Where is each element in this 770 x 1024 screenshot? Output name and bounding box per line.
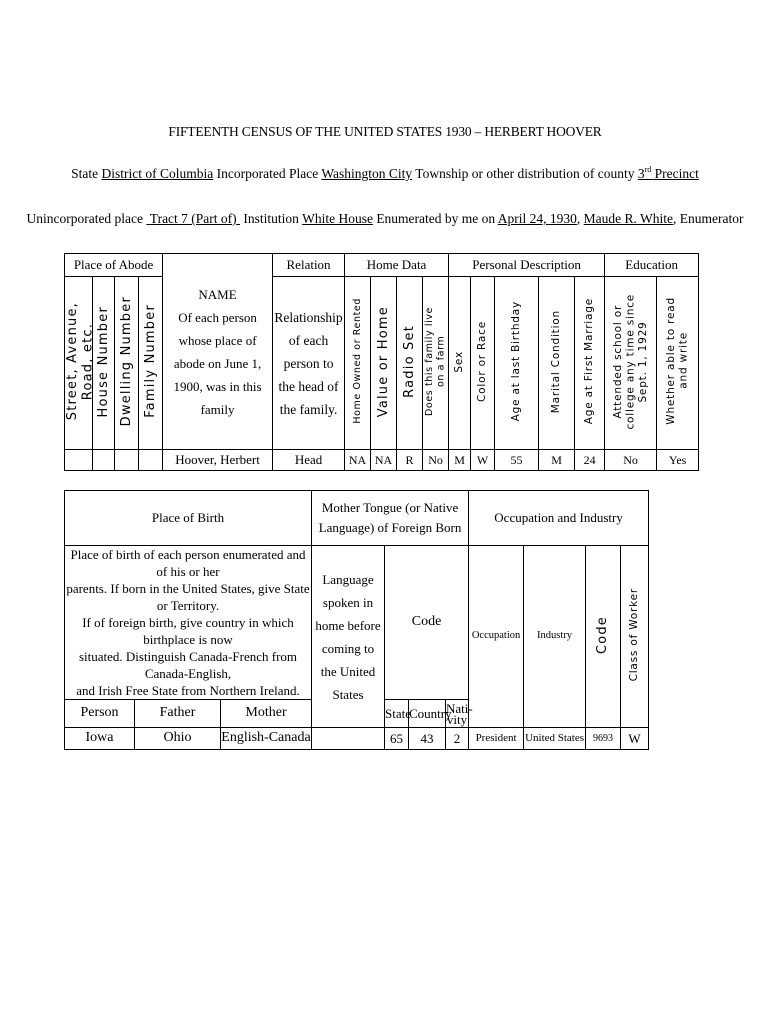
birth-instructions: Place of birth of each person enumerated and of his or her parents. If born in the United States, give State or Territory. If of foreign birth, give country in which birthplace is now situated. Distinguish Canada-French from Canada-English, and Irish Free State from Northern Ireland. [66,547,310,698]
class-of-worker-cell: W [621,728,649,750]
institution-value: White House [302,211,373,226]
language-header: Language spoken in home before coming to the United States [312,546,385,728]
read-write-header: Whether able to read and write [657,277,699,450]
school-cell: No [605,450,657,471]
precinct-value [638,166,699,181]
school-header: Attended school or college any time since Sept. 1, 1929 [605,277,657,450]
state-code-label: State [385,700,409,728]
street-cell [65,450,93,471]
value-cell: NA [371,450,397,471]
family-number-header: Family Number [139,277,163,450]
relationship-header: Relationship of each person to the head of the family. [273,277,345,450]
dwelling-cell [115,450,139,471]
enumeration-date: April 24, 1930 [497,211,577,226]
mother-tongue-header: Mother Tongue (or Native Language) of Foreign Born [312,491,469,546]
sex-cell: M [449,450,471,471]
enumerated-label: Enumerated by me on [376,211,496,226]
read-write-cell: Yes [657,450,699,471]
unincorporated-value: Tract 7 (Part of) [149,211,237,226]
enumeration-line: Unincorporated place Tract 7 (Part of) Institution White House Enumerated by me on April 24, 1930, Maude R. White, Enumerator [26,211,744,226]
age-marriage-cell: 24 [575,450,605,471]
institution-label: Institution [243,211,299,226]
place-of-birth-header: Place of Birth [65,491,312,546]
marital-header: Marital Condition [539,277,575,450]
precinct-label: Precinct [654,166,699,181]
owned-cell: NA [345,450,371,471]
sex-header: Sex [449,277,471,450]
nativity-cell: 2 [446,728,469,750]
language-cell [312,728,385,750]
person-label: Person [65,700,135,728]
country-code-label: Country [409,700,446,728]
township-label: Township or other distribution of county [415,166,635,181]
precinct-number: 3 [637,166,645,181]
age-header: Age at last Birthday [495,277,539,450]
name-header: NAME Of each person whose place of abode on June 1, 1900, was in this family [163,254,273,450]
house-cell [93,450,115,471]
father-birth-cell: Ohio [135,728,221,750]
race-header: Color or Race [471,277,495,450]
enumerator-label: Enumerator [679,211,744,226]
father-label: Father [135,700,221,728]
group-place-of-abode: Place of Abode [65,254,163,277]
code-header: Code [385,546,469,700]
incorporated-place-label: Incorporated Place [216,166,319,181]
code-vertical-header: Code [586,546,621,728]
state-code-cell: 65 [385,728,409,750]
home-value-header: Value or Home [371,277,397,450]
census-household-table [64,253,699,471]
table-row [65,728,649,750]
state-value: District of Columbia [101,166,214,181]
location-line [0,166,770,182]
group-education: Education [605,254,699,277]
race-cell: W [471,450,495,471]
occupation-industry-header: Occupation and Industry [469,491,649,546]
group-relation: Relation [273,254,345,277]
street-header: Street, Avenue, Road, etc. [65,277,93,450]
marital-cell: M [539,450,575,471]
dwelling-number-header: Dwelling Number [115,277,139,450]
page-title: FIFTEENTH CENSUS OF THE UNITED STATES 1930 – HERBERT HOOVER [168,124,602,139]
birth-occupation-table [64,490,649,750]
industry-cell: United States [524,728,586,750]
nativity-label: Nati- vity [446,700,473,727]
relation-cell: Head [273,450,345,471]
class-of-worker-header: Class of Worker [621,546,649,728]
group-personal-description: Personal Description [449,254,605,277]
occupation-cell: President [469,728,524,750]
incorporated-place-value: Washington City [321,166,413,181]
name-cell: Hoover, Herbert [163,450,273,471]
age-marriage-header: Age at First Marriage [575,277,605,450]
group-home-data: Home Data [345,254,449,277]
house-number-header: House Number [93,277,115,450]
person-birth-cell: Iowa [65,728,135,750]
home-owned-header: Home Owned or Rented [345,277,371,450]
unincorporated-label: Unincorporated place [26,211,144,226]
country-code-cell: 43 [409,728,446,750]
family-cell [139,450,163,471]
industry-label: Industry [524,546,586,728]
state-label: State [71,166,99,181]
farm-header: Does this family live on a farm [423,277,449,450]
radio-set-header: Radio Set [397,277,423,450]
occupation-code-cell: 9693 [586,728,621,750]
mother-birth-cell: English-Canada [221,728,312,750]
precinct-suffix: rd [644,165,652,174]
occupation-label: Occupation [469,546,524,728]
enumerator-name: Maude R. White [583,211,674,226]
table-row [65,450,699,471]
farm-cell: No [423,450,449,471]
age-cell: 55 [495,450,539,471]
mother-label: Mother [221,700,312,728]
radio-cell: R [397,450,423,471]
